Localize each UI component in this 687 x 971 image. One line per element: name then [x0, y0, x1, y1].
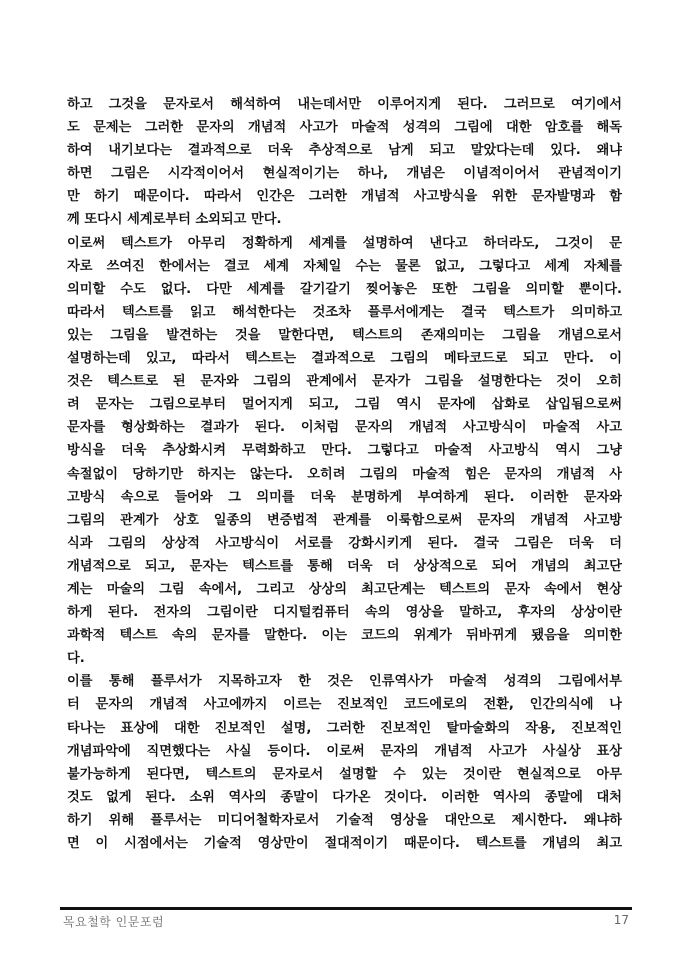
text-line: 께 또다시 세계로부터 소외되고 만다.	[67, 212, 282, 228]
footer-rule	[60, 907, 632, 910]
text-line: 도 문제는 그러한 문자의 개념적 사고가 마술적 성격의 그림에 대한 암호를 해독	[67, 120, 622, 136]
text-line: 하고 그것을 문자로서 해석하여 내는데서만 이루어지게 된다. 그러므로 여기에서	[67, 97, 622, 112]
page-number: 17	[613, 913, 629, 927]
text-line: 것도 없게 된다. 소위 역사의 종말이 다가온 것이다. 이러한 역사의 종말에 대처	[67, 789, 622, 805]
body-text	[67, 93, 622, 855]
text-line: 불가능하게 된다면, 텍스트의 문자로서 설명할 수 있는 것이란 현실적으로 아무	[67, 766, 622, 782]
text-line: 하기 위해 플루서는 미디어철학자로서 기술적 영상을 대안으로 제시한다. 왜냐하	[67, 812, 622, 828]
text-line: 속절없이 당하기만 하지는 않는다. 오히려 그림의 마술적 힘은 문자의 개념적 사	[67, 466, 622, 482]
text-line: 타나는 표상에 대한 진보적인 설명, 그러한 진보적인 탈마술화의 작용, 진보적인	[67, 720, 622, 736]
text-line: 의미할 수도 없다. 다만 세계를 갈기갈기 찢어놓은 또한 그림을 의미할 뿐이다.	[67, 281, 622, 297]
text-line: 다.	[67, 651, 85, 667]
footer-title: 목요철학 인문포럼	[63, 915, 165, 929]
text-line: 그림의 관계가 상호 일종의 변증법적 관계를 이룩함으로써 문자의 개념적 사고방	[67, 512, 622, 528]
text-line: 개념파악에 직면했다는 사실 등이다. 이로써 문자의 개념적 사고가 사실상 표상	[67, 743, 622, 759]
text-line: 하게 된다. 전자의 그림이란 디지털컴퓨터 속의 영상을 말하고, 후자의 상상이란	[67, 605, 622, 621]
text-line: 문자를 형상화하는 결과가 된다. 이처럼 문자의 개념적 사고방식이 마술적 사고	[67, 420, 622, 436]
text-line: 면 이 시점에서는 기술적 영상만이 절대적이기 때문이다. 텍스트를 개념의 최고	[67, 836, 622, 851]
text-line: 만 하기 때문이다. 따라서 인간은 그러한 개념적 사고방식을 위한 문자발명과 함	[67, 189, 622, 205]
text-line: 터 문자의 개념적 사고에까지 이르는 진보적인 코드에로의 전환, 인간의식에 나	[67, 697, 622, 713]
text-line: 식과 그림의 상상적 사고방식이 서로를 강화시키게 된다. 결국 그림은 더욱 더	[67, 535, 622, 551]
text-line: 하면 그림은 시각적이어서 현실적이기는 하나, 개념은 이념적이어서 관념적이기	[67, 166, 622, 182]
text-line: 설명하는데 있고, 따라서 텍스트는 결과적으로 그림의 메타코드로 되고 만다. 이	[67, 351, 622, 367]
text-line: 계는 마술의 그림 속에서, 그리고 상상의 최고단계는 텍스트의 문자 속에서 현상	[67, 581, 622, 597]
text-line: 따라서 텍스트를 읽고 해석한다는 것조차 플루서에게는 결국 텍스트가 의미하고	[67, 304, 622, 320]
text-line: 있는 그림을 발견하는 것을 말한다면, 텍스트의 존재의미는 그림을 개념으로서	[67, 327, 622, 343]
text-line: 려 문자는 그림으로부터 멀어지게 되고, 그림 역시 문자에 삽화로 삽입됨으로써	[67, 397, 622, 413]
text-line: 고방식 속으로 들어와 그 의미를 더욱 분명하게 부여하게 된다. 이러한 문자와	[67, 489, 622, 505]
text-line: 것은 텍스트로 된 문자와 그림의 관계에서 문자가 그림을 설명한다는 것이 오히	[67, 374, 622, 390]
text-line: 이로써 텍스트가 아무리 정확하게 세계를 설명하여 낸다고 하더라도, 그것이 문	[67, 235, 622, 251]
text-line: 자로 쓰여진 한에서는 결코 세계 자체일 수는 물론 없고, 그렇다고 세계 자체를	[67, 258, 622, 274]
text-line: 과학적 텍스트 속의 문자를 말한다. 이는 코드의 위계가 뒤바뀌게 됐음을 의미한	[67, 628, 622, 644]
text-line: 이를 통해 플루서가 지목하고자 한 것은 인류역사가 마술적 성격의 그림에서부	[67, 674, 622, 690]
text-line: 방식을 더욱 추상화시켜 무력화하고 만다. 그렇다고 마술적 사고방식 역시 그냥	[67, 443, 622, 459]
text-line: 개념적으로 되고, 문자는 텍스트를 통해 더욱 더 상상적으로 되어 개념의 최고단	[67, 558, 622, 574]
text-line: 하여 내기보다는 결과적으로 더욱 추상적으로 남게 되고 말았다는데 있다. 왜냐	[67, 143, 622, 159]
